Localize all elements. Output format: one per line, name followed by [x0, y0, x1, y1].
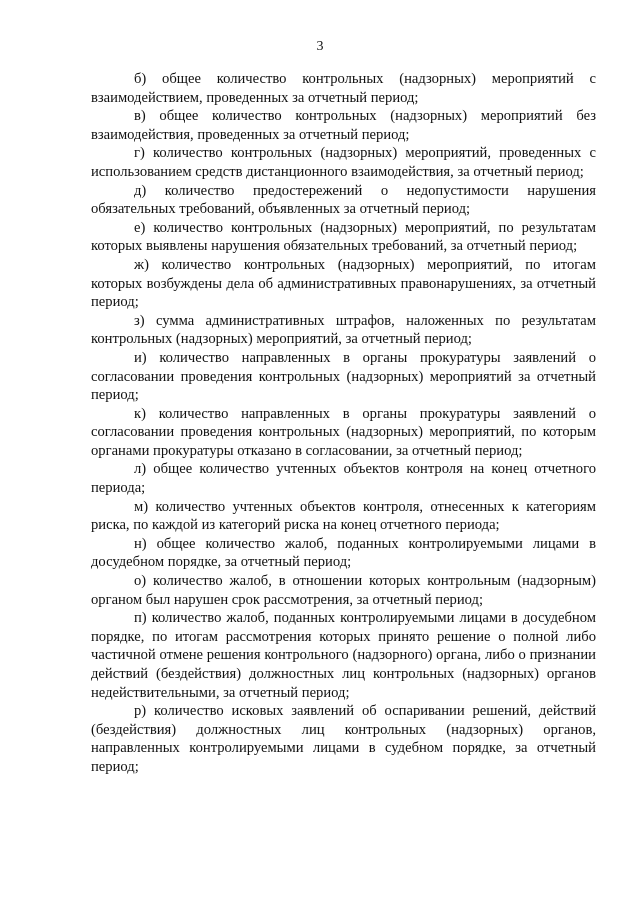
paragraph-o: о) количество жалоб, в отношении которых контрольным (надзорным) органом был нарушен срок рассмотрения, за отчетный период; — [91, 573, 596, 608]
paragraph-m: м) количество учтенных объектов контроля, отнесенных к категориям риска, по каждой из категорий риска на конец отчетного периода; — [91, 498, 596, 534]
paragraph-i: и) количество направленных в органы прокуратуры заявлений о согласовании проведения контрольных (надзорных) мероприятий за отчетный период; — [91, 349, 596, 404]
paragraph-d: д) количество предостережений о недопустимости нарушения обязательных требований, объявленных за отчетный период; — [91, 182, 596, 218]
paragraph-n: н) общее количество жалоб, поданных контролируемыми лицами в досудебном порядке, за отчетный период; — [91, 535, 596, 571]
paragraph-b: б) общее количество контрольных (надзорных) мероприятий с взаимодействием, проведенных за отчетный период; — [91, 71, 596, 106]
paragraph-r: р) количество исковых заявлений об оспаривании решений, действий (бездействия) должностных лиц контрольных (надзорных) органов, направленных контролируемыми лицами в судебном порядке, за отчетный период; — [91, 703, 596, 775]
paragraph-zh: ж) количество контрольных (надзорных) мероприятий, по итогам которых возбуждены дела об административных правонарушениях, за отчетный период; — [91, 256, 596, 311]
paragraph-e: е) количество контрольных (надзорных) мероприятий, по результатам которых выявлены нарушения обязательных требований, за отчетный период; — [91, 219, 596, 255]
paragraph-g: г) количество контрольных (надзорных) мероприятий, проведенных с использованием средств дистанционного взаимодействия, за отчетный период; — [91, 145, 596, 180]
paragraph-l: л) общее количество учтенных объектов контроля на конец отчетного периода; — [91, 461, 596, 497]
paragraph-v: в) общее количество контрольных (надзорных) мероприятий без взаимодействия, проведенных за отчетный период; — [91, 108, 596, 143]
document-body — [91, 70, 596, 777]
page-number: 3 — [316, 39, 324, 54]
paragraph-k: к) количество направленных в органы прокуратуры заявлений о согласовании проведения контрольных (надзорных) мероприятий, по которым органами прокуратуры отказано в согласовании, за отчетный период; — [91, 405, 596, 459]
paragraph-p: п) количество жалоб, поданных контролируемыми лицами в досудебном порядке, по итогам рассмотрения которых принято решение о полной либо частичной отмене решения контрольного (надзорного) органа, либо о признании действий (бездействия) должностных лиц контрольных (надзорных) органов недействительными, за отчетный период; — [91, 610, 596, 701]
paragraph-z: з) сумма административных штрафов, наложенных по результатам контрольных (надзорных) мероприятий, за отчетный период; — [91, 312, 596, 348]
